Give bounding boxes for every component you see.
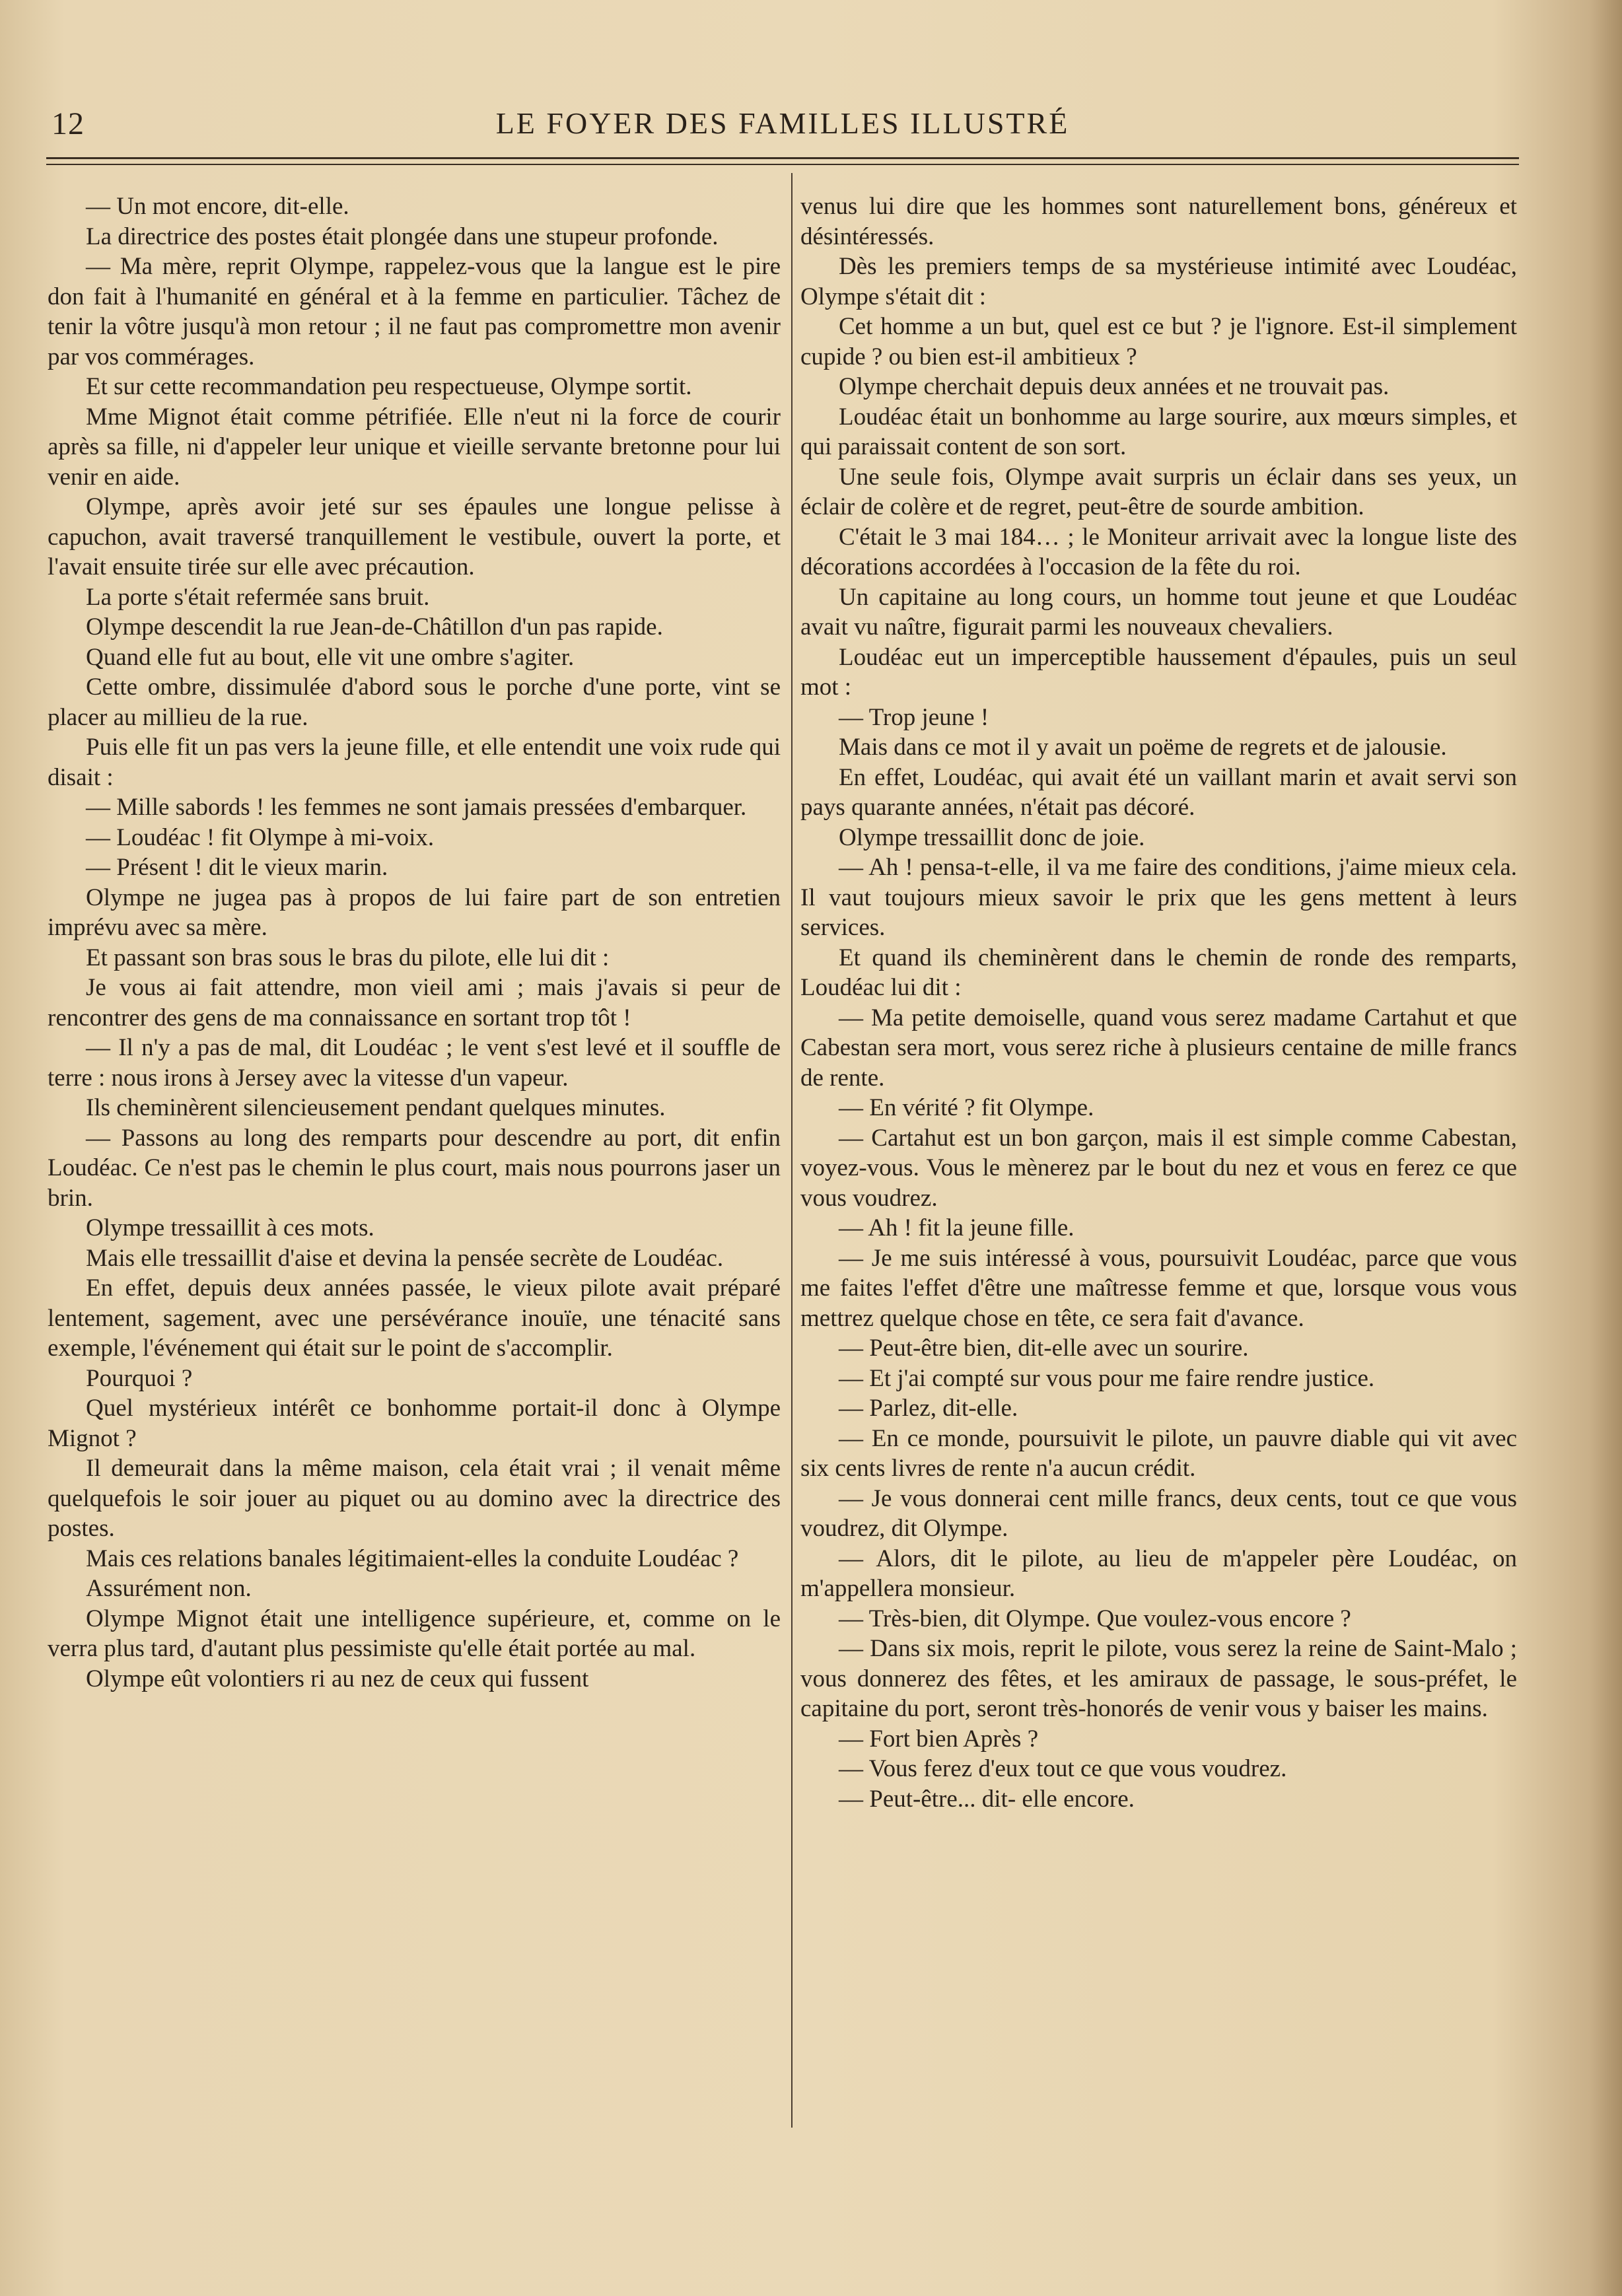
paragraph: Loudéac était un bonhomme au large sourire, aux mœurs simples, et qui paraissait content de son sort.	[800, 403, 1517, 460]
paragraph: La directrice des postes était plongée dans une stupeur profonde.	[86, 223, 719, 250]
paragraph: En effet, depuis deux années passée, le vieux pilote avait préparé lentement, sagement, avec une persévérance inouïe, une ténacité sans exemple, l'événement qui était sur le point de s'accomplir.	[48, 1274, 781, 1362]
paragraph: — Mille sabords ! les femmes ne sont jamais pressées d'embarquer.	[86, 794, 747, 821]
paragraph: — Un mot encore, dit-elle.	[86, 193, 349, 220]
paragraph: C'était le 3 mai 184… ; le Moniteur arrivait avec la longue liste des décorations accordées à l'occasion de la fête du roi.	[800, 523, 1517, 580]
paragraph: — Très-bien, dit Olympe. Que voulez-vous encore ?	[839, 1605, 1351, 1632]
column-divider	[791, 173, 793, 2128]
paragraph: Une seule fois, Olympe avait surpris un éclair dans ses yeux, un éclair de colère et de regret, peut-être de sourde ambition.	[800, 463, 1517, 520]
paragraph: Mais ces relations banales légitimaient-elles la conduite Loudéac ?	[86, 1545, 739, 1572]
paragraph: — Cartahut est un bon garçon, mais il est simple comme Cabestan, voyez-vous. Vous le mènerez par le bout du nez et vous en ferez ce que vous voudrez.	[800, 1124, 1517, 1212]
paragraph: — Présent ! dit le vieux marin.	[86, 854, 388, 881]
paragraph: Mais elle tressaillit d'aise et devina la pensée secrète de Loudéac.	[86, 1244, 724, 1272]
paragraph: Ils cheminèrent silencieusement pendant quelques minutes.	[86, 1094, 666, 1121]
paragraph: Mais dans ce mot il y avait un poëme de regrets et de jalousie.	[839, 734, 1447, 761]
paragraph: Cette ombre, dissimulée d'abord sous le porche d'une porte, vint se placer au millieu de la rue.	[48, 674, 781, 731]
paragraph: — Alors, dit le pilote, au lieu de m'appeler père Loudéac, on m'appellera monsieur.	[800, 1545, 1517, 1602]
left-column	[48, 191, 781, 2139]
paragraph: Je vous ai fait attendre, mon vieil ami ; mais j'avais si peur de rencontrer des gens de ma connaissance en sortant trop tôt !	[48, 974, 781, 1031]
paragraph: Quel mystérieux intérêt ce bonhomme portait-il donc à Olympe Mignot ?	[48, 1395, 781, 1452]
paragraph: Quand elle fut au bout, elle vit une ombre s'agiter.	[86, 643, 575, 671]
paragraph: Loudéac eut un imperceptible haussement d'épaules, puis un seul mot :	[800, 643, 1517, 701]
right-column	[800, 191, 1517, 2139]
paragraph: — Passons au long des remparts pour descendre au port, dit enfin Loudéac. Ce n'est pas le chemin le plus court, mais nous pourrons jaser un brin.	[48, 1124, 781, 1212]
header-rule-double	[46, 164, 1519, 165]
paragraph: — Trop jeune !	[839, 703, 989, 731]
paragraph: — En ce monde, poursuivit le pilote, un pauvre diable qui vit avec six cents livres de rente n'a aucun crédit.	[800, 1424, 1517, 1482]
paragraph: — Il n'y a pas de mal, dit Loudéac ; le vent s'est levé et il souffle de terre : nous irons à Jersey avec la vitesse d'un vapeur.	[48, 1034, 781, 1092]
paragraph: Un capitaine au long cours, un homme tout jeune et que Loudéac avait vu naître, figurait parmi les nouveaux chevaliers.	[800, 583, 1517, 641]
paragraph: Olympe tressaillit donc de joie.	[839, 823, 1145, 851]
paragraph: — Peut-être bien, dit-elle avec un sourire.	[839, 1335, 1249, 1362]
paragraph: — Peut-être... dit- elle encore.	[839, 1785, 1135, 1813]
page-number: 12	[52, 106, 85, 141]
paragraph: Olympe eût volontiers ri au nez de ceux qui fussent	[86, 1665, 589, 1692]
paragraph: Pourquoi ?	[86, 1364, 193, 1392]
paragraph: En effet, Loudéac, qui avait été un vaillant marin et avait servi son pays quarante années, n'était pas décoré.	[800, 763, 1517, 821]
paragraph: Dès les premiers temps de sa mystérieuse intimité avec Loudéac, Olympe s'était dit :	[800, 253, 1517, 310]
running-title: LE FOYER DES FAMILLES ILLUSTRÉ	[495, 106, 1070, 140]
paragraph: venus lui dire que les hommes sont naturellement bons, généreux et désintéressés.	[800, 193, 1517, 250]
paragraph: Mme Mignot était comme pétrifiée. Elle n'eut ni la force de courir après sa fille, ni d'appeler leur unique et vieille servante bretonne pour lui venir en aide.	[48, 403, 781, 491]
paragraph: Olympe tressaillit à ces mots.	[86, 1214, 374, 1241]
paragraph: — En vérité ? fit Olympe.	[839, 1094, 1094, 1121]
paragraph: — Parlez, dit-elle.	[839, 1395, 1018, 1422]
paragraph: Olympe cherchait depuis deux années et ne trouvait pas.	[839, 373, 1390, 400]
paragraph: Et passant son bras sous le bras du pilote, elle lui dit :	[86, 944, 610, 971]
paragraph: La porte s'était refermée sans bruit.	[86, 583, 430, 611]
paragraph: — Ma petite demoiselle, quand vous serez madame Cartahut et que Cabestan sera mort, vous serez riche à plusieurs centaine de mille francs de rente.	[800, 1004, 1517, 1092]
paragraph: — Dans six mois, reprit le pilote, vous serez la reine de Saint-Malo ; vous donnerez des fêtes, et les amiraux de passage, le sous-préfet, le capitaine du port, seront très-honorés de venir vous y baiser les mains.	[800, 1635, 1517, 1722]
paragraph: — Je vous donnerai cent mille francs, deux cents, tout ce que vous voudrez, dit Olympe.	[800, 1484, 1517, 1542]
paragraph: — Ah ! pensa-t-elle, il va me faire des conditions, j'aime mieux cela. Il vaut toujours mieux savoir le prix que les gens mettent à leurs services.	[800, 854, 1517, 941]
paragraph: Cet homme a un but, quel est ce but ? je l'ignore. Est-il simplement cupide ? ou bien est-il ambitieux ?	[800, 313, 1517, 370]
paragraph: — Et j'ai compté sur vous pour me faire rendre justice.	[839, 1364, 1375, 1392]
paragraph: Il demeurait dans la même maison, cela était vrai ; il venait même quelquefois le soir jouer au piquet ou au domino avec la directrice des postes.	[48, 1455, 781, 1542]
header-rule	[46, 157, 1519, 159]
paragraph: — Je me suis intéressé à vous, poursuivit Loudéac, parce que vous me faites l'effet d'être une maîtresse femme et que, lorsque vous vous mettrez quelque chose en tête, ce sera fait d'avance.	[800, 1244, 1517, 1332]
paragraph: Assurément non.	[86, 1575, 252, 1602]
paragraph: — Loudéac ! fit Olympe à mi-voix.	[86, 823, 435, 851]
paragraph: Et quand ils cheminèrent dans le chemin de ronde des remparts, Loudéac lui dit :	[800, 944, 1517, 1001]
paragraph: Et sur cette recommandation peu respectueuse, Olympe sortit.	[86, 373, 692, 400]
paragraph: Puis elle fit un pas vers la jeune fille, et elle entendit une voix rude qui disait :	[48, 734, 781, 791]
paragraph: Olympe Mignot était une intelligence supérieure, et, comme on le verra plus tard, d'autant plus pessimiste qu'elle était portée au mal.	[48, 1605, 781, 1662]
page-header	[46, 106, 1519, 145]
paragraph: Olympe, après avoir jeté sur ses épaules une longue pelisse à capuchon, avait traversé tranquillement le vestibule, ouvert la porte, et l'avait ensuite tirée sur elle avec précaution.	[48, 493, 781, 580]
paragraph: — Ah ! fit la jeune fille.	[839, 1214, 1075, 1241]
paragraph: — Fort bien Après ?	[839, 1725, 1039, 1753]
paragraph: Olympe descendit la rue Jean-de-Châtillon d'un pas rapide.	[86, 613, 663, 641]
paragraph: Olympe ne jugea pas à propos de lui faire part de son entretien imprévu avec sa mère.	[48, 884, 781, 941]
paragraph: — Vous ferez d'eux tout ce que vous voudrez.	[839, 1755, 1287, 1782]
paragraph: — Ma mère, reprit Olympe, rappelez-vous que la langue est le pire don fait à l'humanité en général et à la femme en particulier. Tâchez de tenir la vôtre jusqu'à mon retour ; il ne faut pas compromettre mon avenir par vos commérages.	[48, 253, 781, 370]
